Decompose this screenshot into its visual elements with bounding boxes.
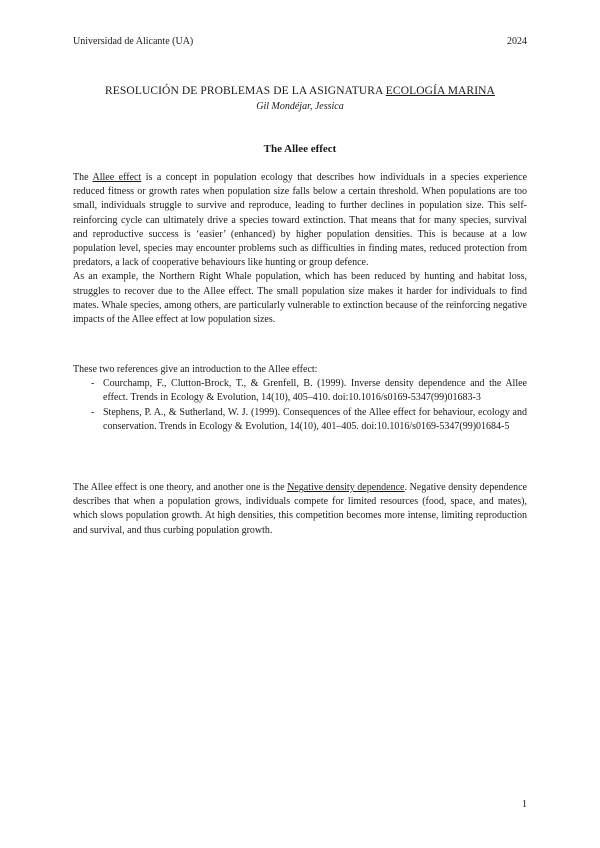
reference-item xyxy=(73,377,527,405)
author-name: Gil Mondéjar, Jessica xyxy=(256,101,344,112)
document-title xyxy=(73,85,527,97)
reference-text: Stephens, P. A., & Sutherland, W. J. (1999). Consequences of the Allee effect for behaviour, ecology and conservation. Trends in Ecology & Evolution, 14(10), 401–405. doi:10.1016/s0169-5347(99)01684-5 xyxy=(103,406,527,432)
header-institution: Universidad de Alicante (UA) xyxy=(73,36,194,47)
reference-item xyxy=(73,406,527,434)
paragraph-allee-definition xyxy=(73,171,527,270)
body-block-2 xyxy=(73,481,527,538)
page-number: 1 xyxy=(522,799,527,810)
title-subject: ECOLOGÍA MARINA xyxy=(385,85,495,97)
list-dash: - xyxy=(91,378,95,390)
reference-text: Courchamp, F., Clutton-Brock, T., & Grenfell, B. (1999). Inverse density dependence and the Allee effect. Trends in Ecology & Evolution, 14(10), 405–410. doi:10.1016/s0169-5347(99)01683-3 xyxy=(103,378,527,404)
title-prefix: RESOLUCIÓN DE PROBLEMAS DE LA ASIGNATURA xyxy=(105,85,386,97)
references-intro: These two references give an introduction to the Allee effect: xyxy=(73,364,318,375)
section-heading: The Allee effect xyxy=(263,143,337,155)
paragraph1-post: is a concept in population ecology that describes how individuals in a species experience reduced fitness or growth rates when population size falls below a certain threshold. When populations are too small, individuals struggle to survive and reproduce, leading to further declines in population size. This self-reinforcing cycle can ultimately drive a species toward extinction. That means that for many species, survival and reproductive success is ‘easier’ (enhanced) by higher population densities. This is because at a low population level, species may encounter problems such as difficulties in finding mates, reduced protection from predators, a lack of cooperative behaviours like hunting or group defence. xyxy=(73,172,528,269)
paragraph4-pre: The Allee effect is one theory, and another one is the xyxy=(73,482,288,493)
references-list xyxy=(73,377,527,434)
paragraph-negative-density xyxy=(73,481,527,538)
header-year: 2024 xyxy=(507,36,527,47)
paragraph4-post: . Negative density dependence describes that when a population grows, individuals compete for limited resources (food, space, and mates), which slows population growth. At high densities, this competition becomes more intense, limiting reproduction and survival, and thus curbing population growth. xyxy=(73,482,527,536)
paragraph-whale-example: As an example, the Northern Right Whale population, which has been reduced by hunting and habitat loss, struggles to recover due to the Allee effect. The small population size makes it harder for individuals to find mates. Whale species, among others, are particularly vulnerable to extinction because of the reinforcing negative impacts of the Allee effect at low population sizes. xyxy=(73,271,527,326)
list-dash: - xyxy=(91,406,95,418)
body-block-1 xyxy=(73,171,527,327)
references-section xyxy=(73,363,527,434)
negative-density-term: Negative density dependence xyxy=(287,482,405,493)
allee-effect-term: Allee effect xyxy=(92,172,142,183)
paragraph1-pre: The xyxy=(73,172,93,183)
